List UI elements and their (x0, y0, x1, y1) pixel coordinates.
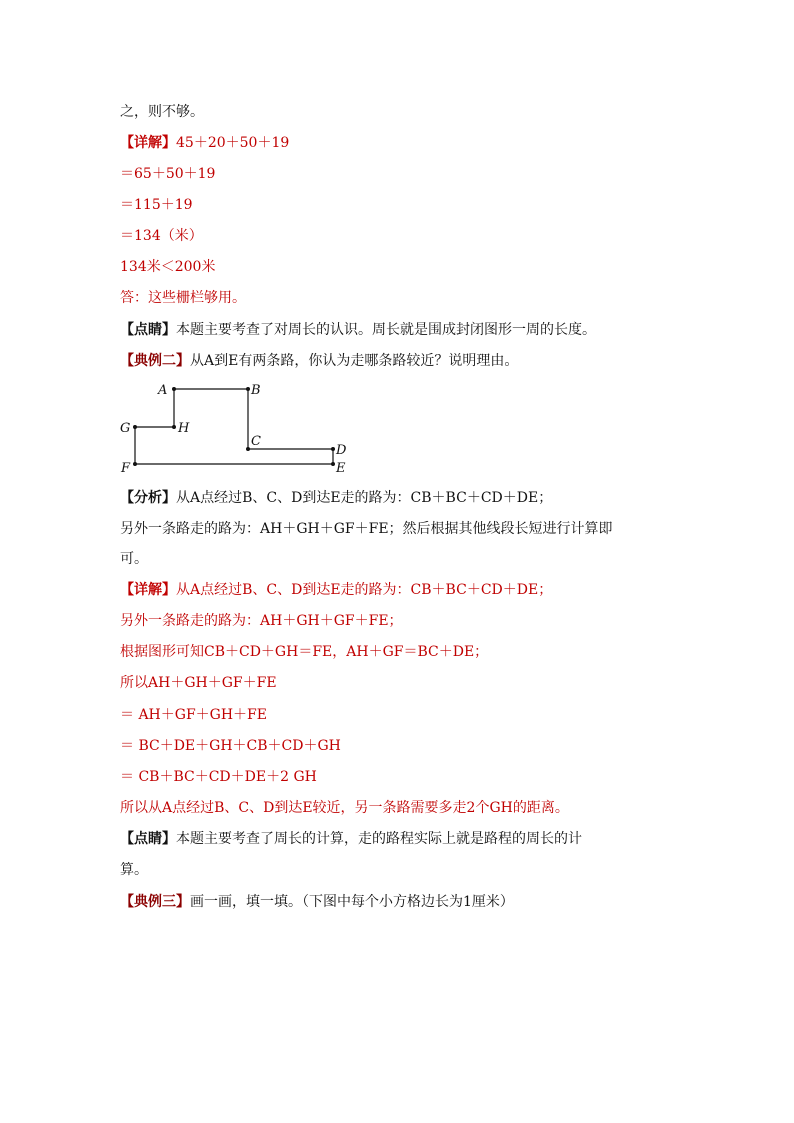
point-h-dot (172, 425, 176, 429)
point-d-dot (331, 447, 335, 451)
label-f: F (121, 461, 131, 476)
text-line (120, 611, 403, 631)
text-run: 所以从A点经过B、C、D到达E较近，另一条路需要多走2个GH的距离。 (120, 800, 569, 816)
label-e: E (336, 461, 346, 476)
text-run: ＝65＋50＋19 (120, 166, 216, 182)
text-run: 134米＜200米 (120, 259, 216, 275)
text-line (120, 226, 203, 246)
text-run: 【详解】 (120, 135, 176, 151)
text-line (120, 351, 518, 371)
text-run: 另外一条路走的路为：AH＋GH＋GF＋FE； (120, 613, 403, 629)
text-run: ＝134（米） (120, 228, 203, 244)
text-line (120, 642, 488, 662)
text-run: 【点睛】 (120, 831, 176, 847)
text-run: ＝ BC＋DE＋GH＋CB＋CD＋GH (120, 738, 341, 754)
point-g-dot (133, 425, 137, 429)
text-line (120, 549, 148, 569)
text-run: 另外一条路走的路为：AH＋GH＋GF＋FE；然后根据其他线段长短进行计算即 (120, 521, 613, 537)
point-b-dot (246, 387, 250, 391)
text-line (120, 288, 246, 308)
point-a-dot (172, 387, 176, 391)
text-run: 从A点经过B、C、D到达E走的路为：CB＋BC＋CD＋DE； (176, 582, 553, 598)
text-line (120, 705, 267, 725)
text-line (120, 580, 552, 600)
text-run: 画一画，填一填。（下图中每个小方格边长为1厘米） (190, 894, 514, 910)
text-line (120, 673, 277, 693)
text-line (120, 798, 569, 818)
text-run: ＝ AH＋GF＋GH＋FE (120, 707, 267, 723)
text-run: 【典例三】 (120, 894, 190, 910)
label-c: C (251, 434, 261, 449)
text-line (120, 519, 613, 539)
label-g: G (120, 421, 131, 436)
text-run: 本题主要考查了周长的计算，走的路程实际上就是路程的周长的计 (176, 831, 582, 847)
text-run: 可。 (120, 551, 148, 567)
text-line (120, 767, 317, 787)
text-run: 之，则不够。 (120, 104, 204, 120)
text-run: 【详解】 (120, 582, 176, 598)
text-line (120, 736, 341, 756)
text-run: 算。 (120, 862, 148, 878)
text-run: 45＋20＋50＋19 (176, 135, 290, 151)
text-run: 答：这些栅栏够用。 (120, 290, 246, 306)
route-path-a-b-c-d-e (174, 389, 333, 464)
text-line (120, 488, 552, 508)
text-line (120, 892, 514, 912)
route-path-a-h-g-f-e (135, 389, 333, 464)
text-run: 所以AH＋GH＋GF＋FE (120, 675, 277, 691)
point-c-dot (246, 447, 250, 451)
text-line (120, 164, 215, 184)
text-line (120, 860, 148, 880)
text-run: 【分析】 (120, 490, 176, 506)
text-run: 【点睛】 (120, 322, 176, 338)
label-h: H (178, 421, 190, 436)
text-run: ＝ CB＋BC＋CD＋DE＋2 GH (120, 769, 317, 785)
text-run: 从A到E有两条路，你认为走哪条路较近？说明理由。 (190, 353, 519, 369)
text-line (120, 829, 582, 849)
label-b: B (251, 383, 261, 398)
route-figure (112, 376, 362, 476)
text-run: 本题主要考查了对周长的认识。周长就是围成封闭图形一周的长度。 (176, 322, 596, 338)
text-run: 【典例二】 (120, 353, 190, 369)
text-line (120, 257, 215, 277)
text-line (120, 195, 193, 215)
text-run: 从A点经过B、C、D到达E走的路为：CB＋BC＋CD＋DE； (176, 490, 553, 506)
text-run: ＝115＋19 (120, 197, 193, 213)
text-run: 根据图形可知CB＋CD＋GH＝FE，AH＋GF＝BC＋DE； (120, 644, 489, 660)
point-e-dot (331, 462, 335, 466)
label-a: A (158, 383, 168, 398)
point-f-dot (133, 462, 137, 466)
text-line (120, 102, 204, 122)
text-line (120, 320, 596, 340)
text-line (120, 133, 289, 153)
label-d: D (336, 443, 347, 458)
